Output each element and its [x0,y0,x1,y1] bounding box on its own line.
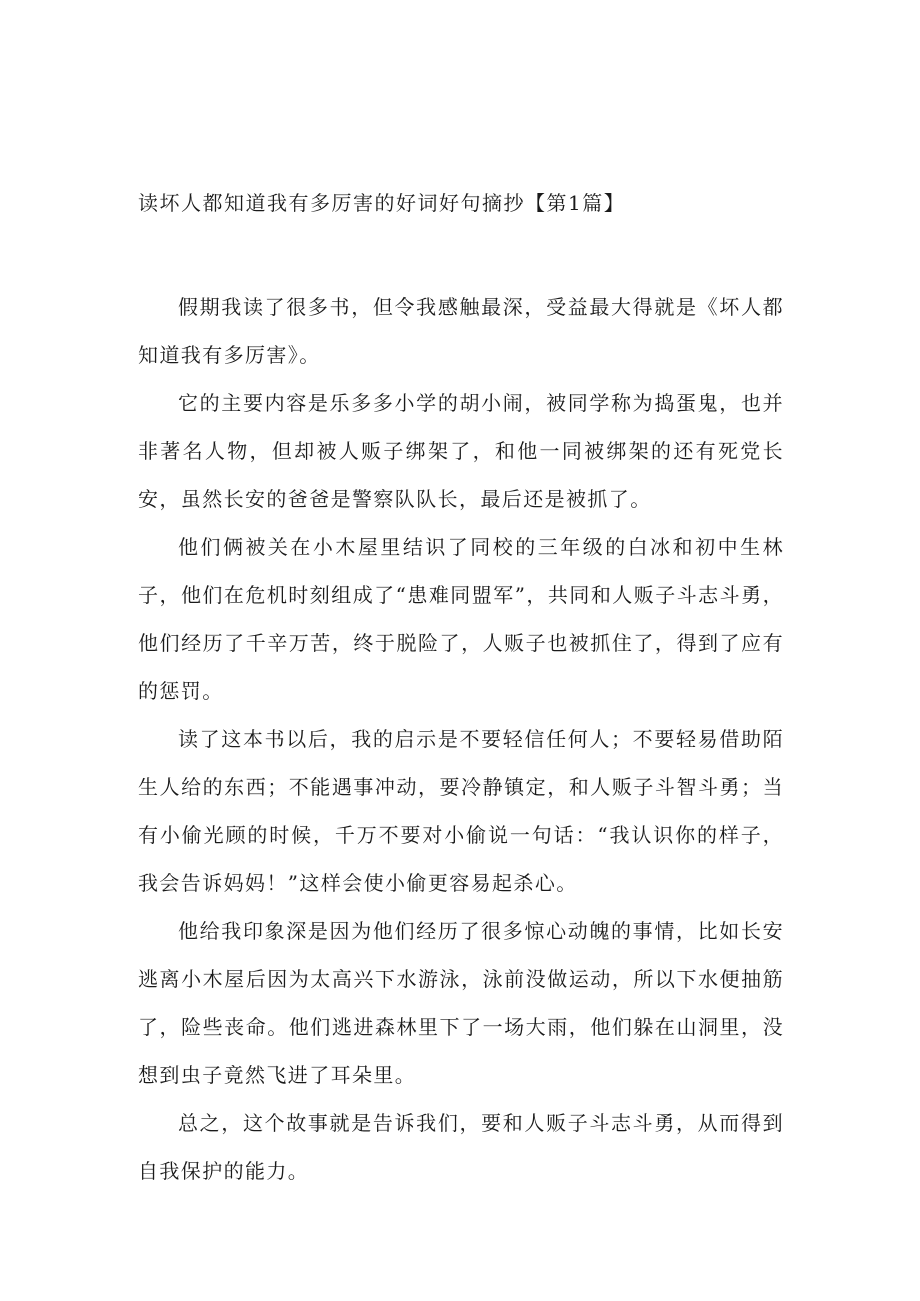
paragraph: 假期我读了很多书，但令我感触最深，受益最大得就是《坏人都知道我有多厉害》。 [138,295,784,367]
paragraph: 总之，这个故事就是告诉我们，要和人贩子斗志斗勇，从而得到自我保护的能力。 [138,1111,784,1183]
paragraph: 读了这本书以后，我的启示是不要轻信任何人；不要轻易借助陌生人给的东西；不能遇事冲动，要冷静镇定，和人贩子斗智斗勇；当有小偷光顾的时候，千万不要对小偷说一句话：“我认识你的样子，我会告诉妈妈！”这样会使小偷更容易起杀心。 [138,727,784,895]
paragraph: 他给我印象深是因为他们经历了很多惊心动魄的事情，比如长安逃离小木屋后因为太高兴下水游泳，泳前没做运动，所以下水便抽筋了，险些丧命。他们逃进森林里下了一场大雨，他们躲在山洞里，没想到虫子竟然飞进了耳朵里。 [138,919,784,1087]
document-title: 读坏人都知道我有多厉害的好词好句摘抄【第1篇】 [138,191,626,215]
paragraph: 它的主要内容是乐多多小学的胡小闹，被同学称为捣蛋鬼，也并非著名人物，但却被人贩子绑架了，和他一同被绑架的还有死党长安，虽然长安的爸爸是警察队队长，最后还是被抓了。 [138,391,784,511]
paragraph: 他们俩被关在小木屋里结识了同校的三年级的白冰和初中生林子，他们在危机时刻组成了“患难同盟军”，共同和人贩子斗志斗勇，他们经历了千辛万苦，终于脱险了，人贩子也被抓住了，得到了应有的惩罚。 [138,535,784,703]
document-body [138,283,784,1195]
